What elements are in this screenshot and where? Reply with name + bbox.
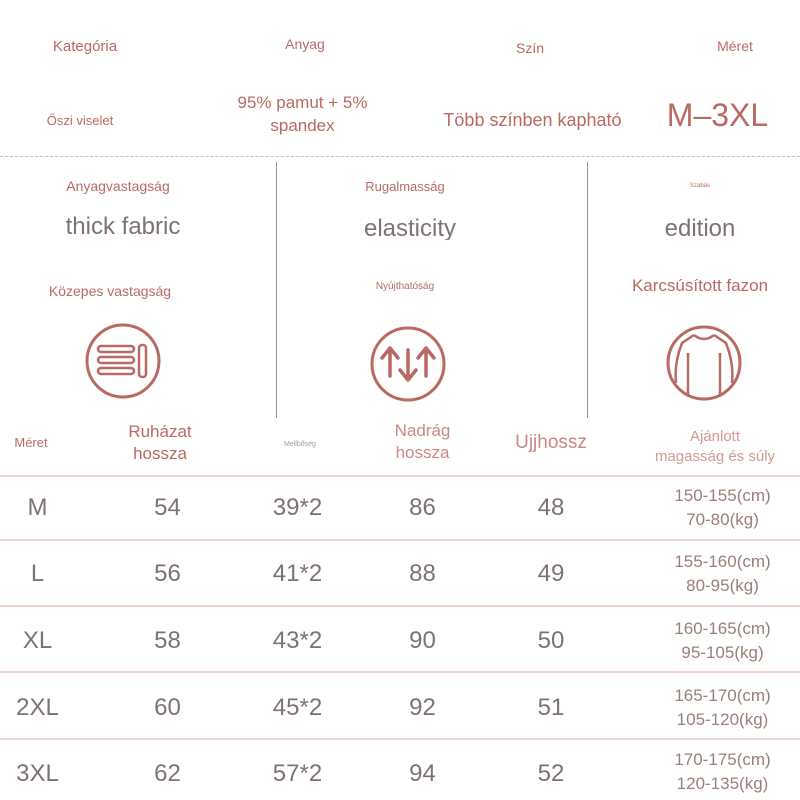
size-value: M–3XL [666,97,769,133]
cell-weight: 70-80(kg) [686,510,759,529]
cell-pants: 86 [409,494,436,521]
cell-length: 56 [154,560,181,587]
cell-weight: 80-95(kg) [686,576,759,595]
header-sleeve: Ujjhossz [515,432,587,453]
cell-height: 165-170(cm) [674,686,771,705]
table-divider [0,475,800,477]
elasticity-label: Rugalmasság [365,179,445,194]
cell-height: 170-175(cm) [674,750,771,769]
cell-size: M [27,494,48,521]
elasticity-english: elasticity [363,215,457,240]
feature-divider-2 [587,162,588,418]
cell-size: 3XL [16,760,59,787]
stretch-arrows-icon [368,324,448,404]
cell-weight: 105-120(kg) [676,710,769,729]
category-label: Kategória [52,38,118,55]
cell-bust: 45*2 [272,694,323,721]
color-value: Több színben kapható [443,110,622,130]
cell-pants: 94 [409,760,436,787]
thickness-english: thick fabric [65,213,181,240]
fit-label: Szabás [689,183,710,189]
cell-bust: 39*2 [272,494,323,521]
cell-height: 160-165(cm) [674,619,771,638]
header-recommended-line1: Ajánlott [689,428,741,445]
fit-english: edition [664,215,736,240]
cell-weight: 120-135(kg) [676,774,769,793]
table-divider [0,738,800,740]
cell-height: 155-160(cm) [674,552,771,571]
cell-size: L [30,560,45,587]
cell-sleeve: 50 [537,627,565,654]
cell-pants: 90 [409,627,436,654]
table-divider [0,539,800,541]
header-length-line1: Ruházat [128,422,192,441]
table-divider [0,605,800,607]
cell-weight: 95-105(kg) [681,643,764,662]
size-label: Méret [717,38,753,54]
cell-pants: 92 [409,694,436,721]
cell-bust: 43*2 [272,627,323,654]
cell-sleeve: 52 [537,760,565,787]
elasticity-value: Nyújthatóság [375,281,435,292]
thickness-value: Közepes vastagság [48,283,172,299]
cell-pants: 88 [409,560,436,587]
material-label: Anyag [285,36,325,52]
feature-divider-1 [276,162,277,418]
thickness-label: Anyagvastagság [66,178,170,194]
cell-height: 150-155(cm) [674,486,771,505]
cell-size: XL [22,627,53,654]
cell-sleeve: 51 [537,694,565,721]
header-length-line2: hossza [133,444,187,463]
sweater-icon [664,323,744,403]
fabric-layers-icon [83,321,163,401]
summary-divider [0,156,800,157]
header-recommended-line2: magasság és súly [654,448,776,465]
material-value-line2: spandex [270,116,335,135]
material-value-line1: 95% pamut + 5% [237,93,368,112]
cell-bust: 57*2 [272,760,323,787]
cell-sleeve: 48 [537,494,565,521]
cell-length: 62 [154,760,181,787]
cell-bust: 41*2 [272,560,323,587]
fit-value: Karcsúsított fazon [631,276,769,295]
color-label: Szín [515,40,544,56]
header-size: Méret [14,435,48,450]
cell-length: 60 [154,694,181,721]
header-pants-line1: Nadrág [394,421,451,440]
cell-size: 2XL [16,694,59,721]
table-divider [0,671,800,673]
cell-sleeve: 49 [537,560,565,587]
header-pants-line2: hossza [395,443,450,462]
category-value: Őszi viselet [46,113,114,128]
header-bust: Mellbőség [284,441,316,448]
cell-length: 58 [154,627,181,654]
cell-length: 54 [154,494,181,521]
